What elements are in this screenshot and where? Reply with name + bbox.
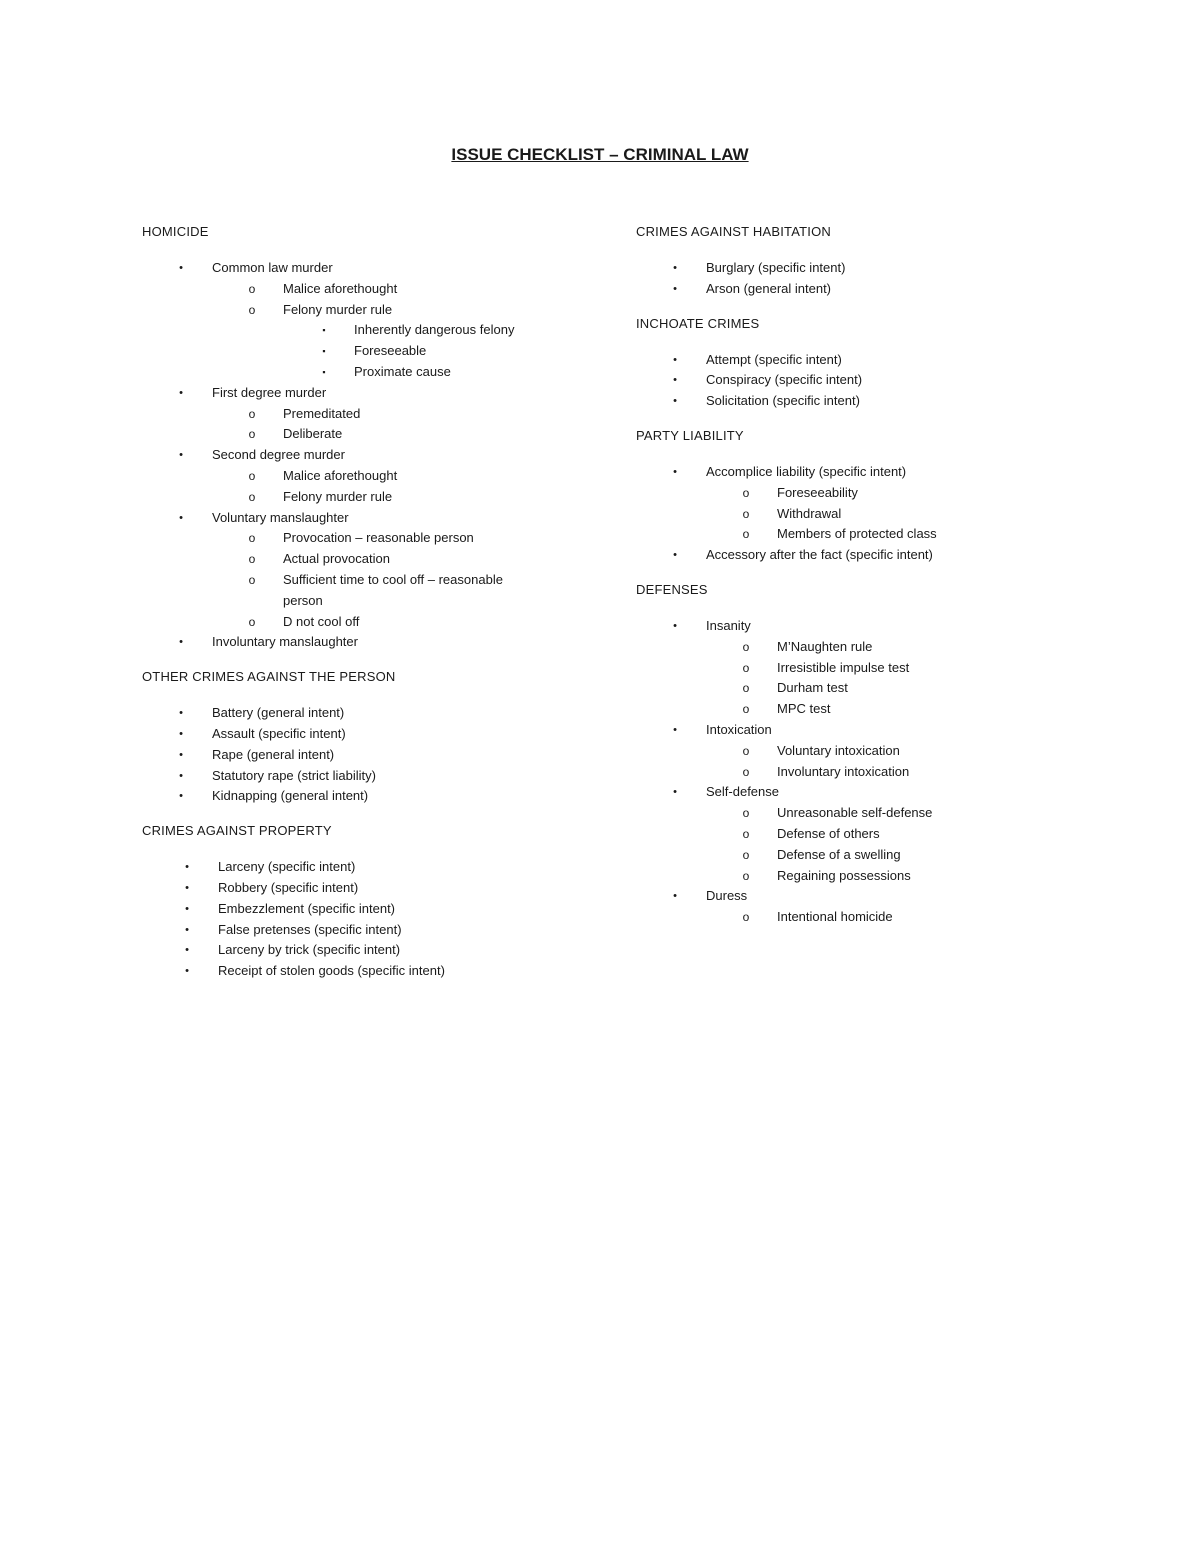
circle-bullet-icon: o [742, 868, 750, 883]
list-item: o MPC test [706, 699, 1076, 720]
list-item: • Robbery (specific intent) [142, 878, 582, 899]
circle-bullet-icon: o [742, 660, 750, 675]
square-bullet-icon: ▪ [322, 346, 326, 357]
bullet-icon: • [673, 890, 677, 903]
circle-bullet-icon: o [248, 614, 256, 629]
list-item: • Accessory after the fact (specific intent) [636, 545, 1076, 566]
section-inchoate [636, 314, 1076, 412]
bullet-icon: • [673, 549, 677, 562]
bullet-icon: • [179, 769, 183, 782]
list-item: ▪ Proximate cause [283, 362, 582, 383]
list-item: • Embezzlement (specific intent) [142, 899, 582, 920]
list-item: o Actual provocation [212, 549, 582, 570]
bullet-icon: • [673, 374, 677, 387]
list-item: o D not cool off [212, 612, 582, 633]
list-item: • Self-defense o Unreasonable self-defense o Defense of others o Defense of a swelling o Regaining possessions [636, 782, 1076, 886]
list-item: • Accomplice liability (specific intent) o Foreseeability o Withdrawal o Members of protected class [636, 462, 1076, 545]
bullet-icon: • [673, 619, 677, 632]
circle-bullet-icon: o [248, 552, 256, 567]
list-item: • Battery (general intent) [142, 703, 582, 724]
list-item: o Malice aforethought [212, 279, 582, 300]
list-item: o Regaining possessions [706, 866, 1076, 887]
list-item: o Felony murder rule [212, 487, 582, 508]
bullet-icon: • [179, 511, 183, 524]
section-heading: OTHER CRIMES AGAINST THE PERSON [142, 669, 396, 685]
circle-bullet-icon: o [248, 427, 256, 442]
circle-bullet-icon: o [248, 281, 256, 296]
list-item: • Burglary (specific intent) [636, 258, 1076, 279]
circle-bullet-icon: o [742, 485, 750, 500]
list-item: o Malice aforethought [212, 466, 582, 487]
list-item: o Voluntary intoxication [706, 741, 1076, 762]
bullet-icon: • [179, 707, 183, 720]
homicide-list [142, 258, 582, 653]
bullet-icon: • [673, 786, 677, 799]
circle-bullet-icon: o [742, 826, 750, 841]
list-item: ▪ Foreseeable [283, 341, 582, 362]
list-item: • Arson (general intent) [636, 279, 1076, 300]
list-item: o Defense of a swelling [706, 845, 1076, 866]
right-column [636, 222, 1076, 939]
bullet-icon: • [673, 282, 677, 295]
circle-bullet-icon: o [248, 572, 256, 587]
bullet-icon: • [185, 944, 189, 957]
list-item: o Defense of others [706, 824, 1076, 845]
list-item: • False pretenses (specific intent) [142, 920, 582, 941]
bullet-icon: • [179, 727, 183, 740]
list-item: • Voluntary manslaughter o Provocation – reasonable person o Actual provocation o Sufficient time to cool off – reasonable person o D not cool off [142, 508, 582, 633]
bullet-icon: • [673, 723, 677, 736]
section-heading: INCHOATE CRIMES [636, 315, 760, 331]
circle-bullet-icon: o [742, 527, 750, 542]
list-item: o Involuntary intoxication [706, 762, 1076, 783]
circle-bullet-icon: o [742, 681, 750, 696]
bullet-icon: • [673, 395, 677, 408]
list-item: • Involuntary manslaughter [142, 632, 582, 653]
section-habitation [636, 222, 1076, 300]
section-defenses [636, 580, 1076, 928]
list-item: o Premeditated [212, 404, 582, 425]
section-party-liability [636, 426, 1076, 566]
circle-bullet-icon: o [248, 302, 256, 317]
bullet-icon: • [185, 861, 189, 874]
circle-bullet-icon: o [248, 531, 256, 546]
bullet-icon: • [673, 262, 677, 274]
list-item: • Second degree murder o Malice aforethought o Felony murder rule [142, 445, 582, 507]
bullet-icon: • [185, 923, 189, 936]
circle-bullet-icon: o [742, 764, 750, 779]
section-heading: CRIMES AGAINST PROPERTY [142, 823, 332, 839]
list-item: ▪ Inherently dangerous felony [283, 320, 582, 341]
circle-bullet-icon: o [742, 702, 750, 717]
list-item: o Deliberate [212, 424, 582, 445]
section-homicide [142, 222, 582, 653]
circle-bullet-icon: o [742, 506, 750, 521]
bullet-icon: • [179, 386, 183, 399]
list-item: • Kidnapping (general intent) [142, 786, 582, 807]
circle-bullet-icon: o [248, 468, 256, 483]
list-item: o Sufficient time to cool off – reasonable person [212, 570, 582, 612]
list-item: • Assault (specific intent) [142, 724, 582, 745]
bullet-icon: • [179, 449, 183, 462]
list-item: • Larceny by trick (specific intent) [142, 940, 582, 961]
page-title: ISSUE CHECKLIST – CRIMINAL LAW [451, 145, 749, 164]
list-item: o Members of protected class [706, 524, 1076, 545]
list-item: o Withdrawal [706, 504, 1076, 525]
list-item: • Solicitation (specific intent) [636, 391, 1076, 412]
list-item: o Provocation – reasonable person [212, 528, 582, 549]
list-item: o Durham test [706, 678, 1076, 699]
circle-bullet-icon: o [248, 406, 256, 421]
section-heading: CRIMES AGAINST HABITATION [636, 224, 831, 239]
list-item: • Larceny (specific intent) [142, 857, 582, 878]
list-item: • Attempt (specific intent) [636, 350, 1076, 371]
circle-bullet-icon: o [742, 743, 750, 758]
left-column [142, 222, 582, 993]
bullet-icon: • [185, 881, 189, 894]
circle-bullet-icon: o [742, 806, 750, 821]
list-item: o Foreseeability [706, 483, 1076, 504]
circle-bullet-icon: o [248, 489, 256, 504]
list-item: o M’Naughten rule [706, 637, 1076, 658]
section-heading: HOMICIDE [142, 224, 209, 239]
bullet-icon: • [179, 748, 183, 761]
circle-bullet-icon: o [742, 847, 750, 862]
list-item: o Unreasonable self-defense [706, 803, 1076, 824]
bullet-icon: • [673, 465, 677, 478]
circle-bullet-icon: o [742, 910, 750, 925]
bullet-icon: • [673, 353, 677, 366]
list-item: • Duress o Intentional homicide [636, 886, 1076, 928]
bullet-icon: • [179, 262, 183, 274]
bullet-icon: • [179, 636, 183, 649]
square-bullet-icon: ▪ [322, 366, 326, 377]
list-item: • Intoxication o Voluntary intoxication o Involuntary intoxication [636, 720, 1076, 782]
list-item: • First degree murder o Premeditated o Deliberate [142, 383, 582, 445]
circle-bullet-icon: o [742, 639, 750, 654]
list-item: o Intentional homicide [706, 907, 1076, 928]
bullet-icon: • [185, 965, 189, 978]
section-crimes-property [142, 821, 582, 982]
section-other-crimes-person [142, 667, 582, 807]
section-heading: DEFENSES [636, 581, 708, 597]
list-item: • Insanity o M’Naughten rule o Irresistible impulse test o Durham test o MPC test [636, 616, 1076, 720]
bullet-icon: • [185, 902, 189, 915]
list-item: o Irresistible impulse test [706, 658, 1076, 679]
list-item: • Conspiracy (specific intent) [636, 370, 1076, 391]
list-item: • Receipt of stolen goods (specific intent) [142, 961, 582, 982]
list-item: • Common law murder o Malice aforethought o Felony murder rule ▪ Inherently dangerous felony ▪ Foreseeable ▪ Proximate cause [142, 258, 582, 383]
list-item: • Statutory rape (strict liability) [142, 766, 582, 787]
square-bullet-icon: ▪ [322, 325, 326, 336]
bullet-icon: • [179, 790, 183, 803]
section-heading: PARTY LIABILITY [636, 427, 744, 443]
list-item: o Felony murder rule ▪ Inherently dangerous felony ▪ Foreseeable ▪ Proximate cause [212, 300, 582, 383]
list-item: • Rape (general intent) [142, 745, 582, 766]
